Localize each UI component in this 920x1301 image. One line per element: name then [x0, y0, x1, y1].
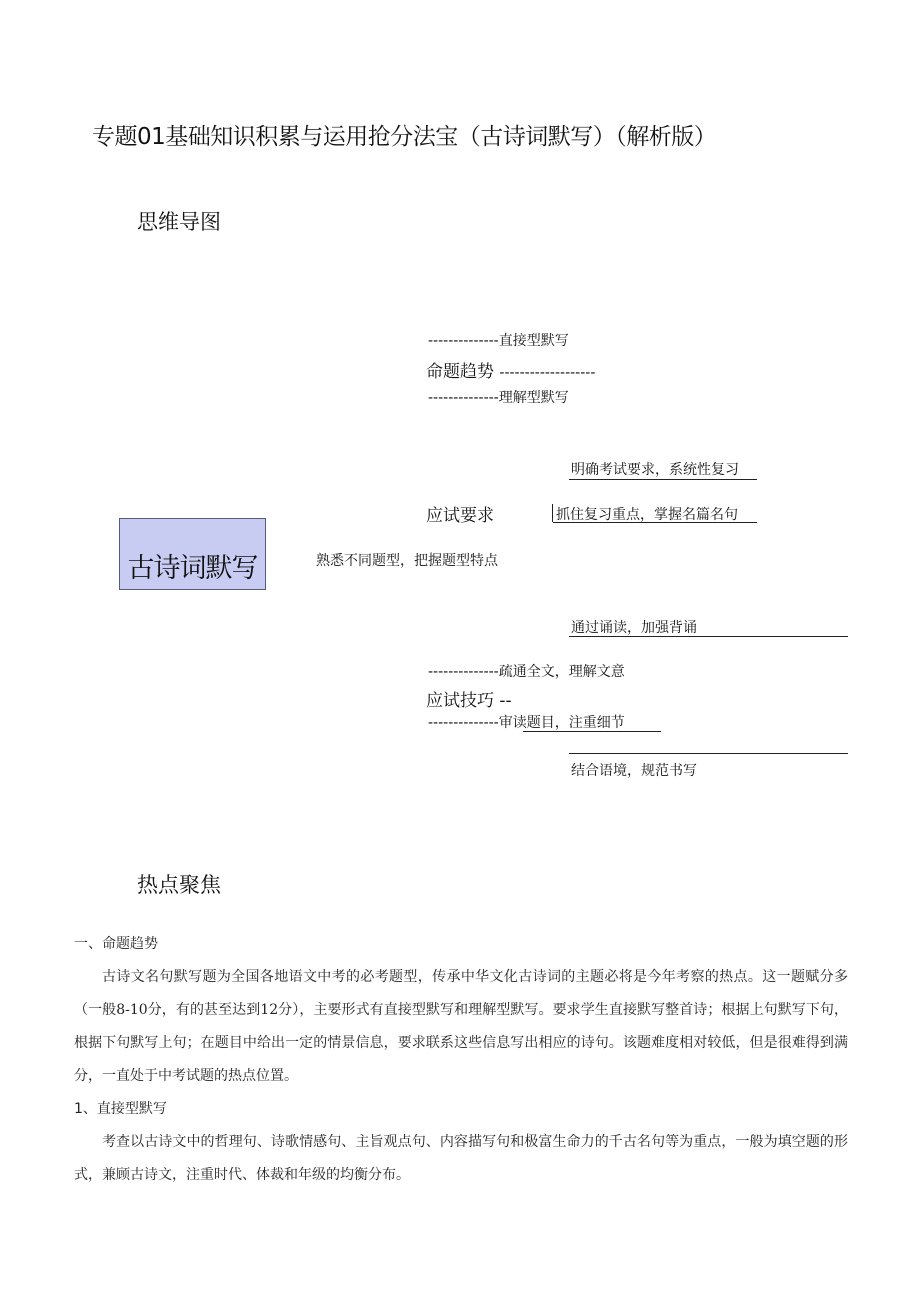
skills-child-2: [428, 712, 625, 732]
requirement-label: 应试要求: [426, 506, 494, 526]
dash-connector: --------------: [428, 715, 499, 731]
skills-child-1: [428, 661, 625, 681]
trend-child-label: 理解型默写: [498, 390, 569, 406]
dash-connector: --------------: [428, 664, 499, 680]
dash-connector: --------------: [428, 333, 499, 349]
dash-connector: --------------: [428, 390, 499, 406]
trend-child-understanding: [428, 387, 569, 407]
section-title: 一、命题趋势: [74, 936, 158, 952]
subsection-title: 1、直接型默写: [74, 1101, 167, 1117]
skills-node: [426, 686, 512, 711]
underline: [553, 522, 757, 523]
bracket-line: [552, 504, 553, 522]
trend-node: [426, 357, 595, 382]
skills-child-label: 疏通全文，理解文意: [498, 664, 625, 680]
skills-label: 应试技巧: [426, 691, 494, 711]
trend-label: 命题趋势: [426, 362, 494, 382]
underline: [569, 636, 848, 637]
document-title: 专题01基础知识积累与运用抢分法宝（古诗词默写）（解析版）: [92, 124, 717, 150]
central-node-label: 古诗词默写: [127, 553, 258, 584]
section-paragraph: 古诗文名句默写题为全国各地语文中考的必考题型，传承中华文化古诗词的主题必将是今年考察的热点。这一题赋分多（一般8-10分，有的甚至达到12分），主要形式有直接型默写和理解型默写。要求学生直接默写整首诗；根据上句默写下句，根据下句默写上句；在题目中给出一定的情景信息，要求联系这些信息写出相应的诗句。该题难度相对较低，但是很难得到满分，一直处于中考试题的热点位置。: [74, 969, 848, 1084]
trend-child-direct: [428, 330, 569, 350]
hotspot-body: [74, 928, 848, 1192]
central-node: [119, 518, 266, 590]
skills-below: 结合语境，规范书写: [571, 763, 697, 779]
underline: [523, 731, 661, 732]
skills-child-label: 审读题目，注重细节: [498, 715, 625, 731]
hotspot-heading: 热点聚焦: [137, 873, 221, 897]
central-branch-text: 熟悉不同题型，把握题型特点: [316, 553, 498, 569]
mindmap-heading: 思维导图: [137, 210, 221, 234]
skills-above: 通过诵读，加强背诵: [571, 620, 697, 636]
dash-connector: --: [499, 691, 512, 711]
subsection-paragraph: 考查以古诗文中的哲理句、诗歌情感句、主旨观点句、内容描写句和极富生命力的千古名句等为重点，一般为填空题的形式，兼顾古诗文，注重时代、体裁和年级的均衡分布。: [74, 1134, 848, 1183]
underline: [569, 753, 848, 754]
trend-child-label: 直接型默写: [498, 333, 569, 349]
requirement-child-1: 明确考试要求，系统性复习: [571, 462, 739, 478]
dash-connector: -------------------: [499, 365, 596, 381]
requirement-child-2: 抓住复习重点，掌握名篇名句: [556, 507, 738, 523]
underline: [569, 479, 757, 480]
